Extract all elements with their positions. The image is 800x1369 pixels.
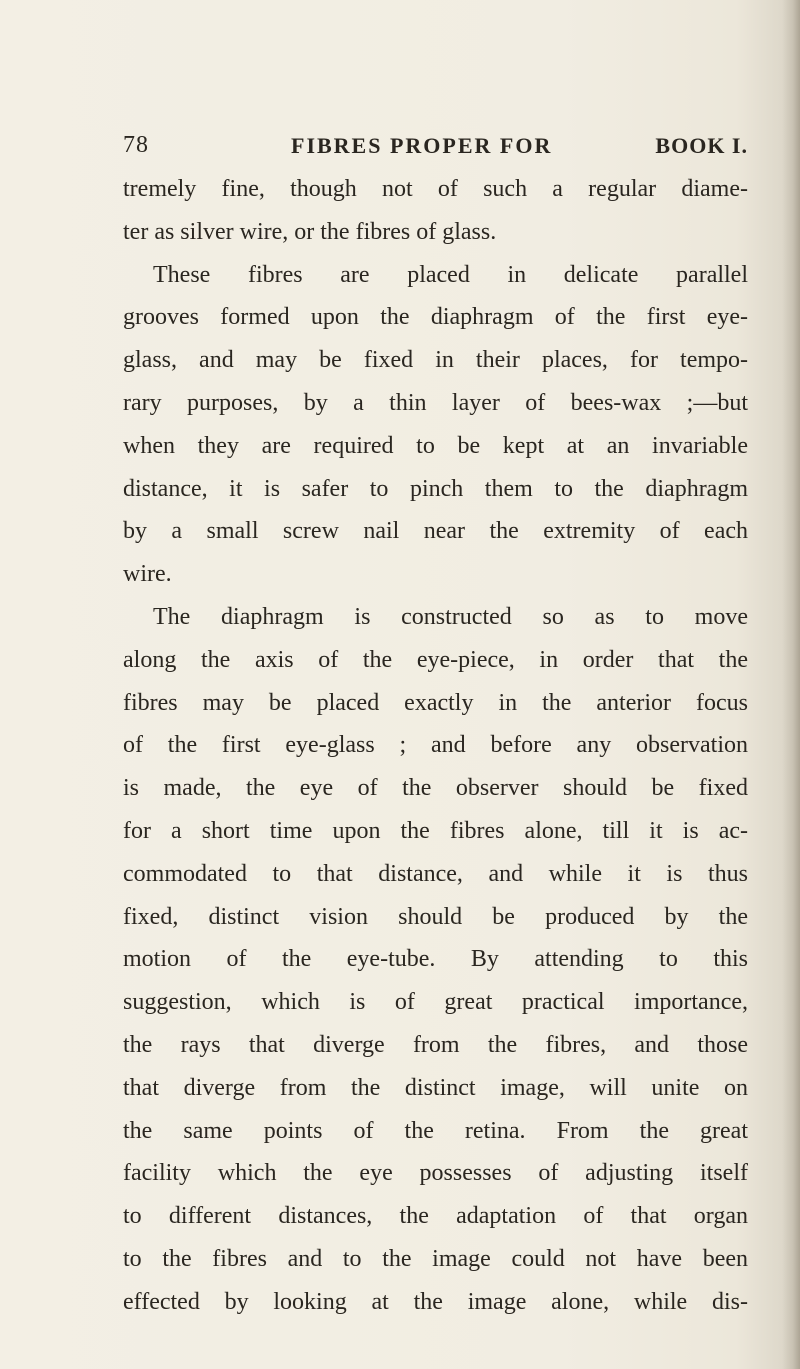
- body-text: [123, 168, 748, 1324]
- text-line: commodated to that distance, and while it is thus: [123, 860, 748, 887]
- text-line: motion of the eye-tube. By attending to this: [123, 946, 748, 973]
- text-line: distance, it is safer to pinch them to the diaphragm: [123, 475, 748, 502]
- text-line: glass, and may be fixed in their places, for tempo-: [123, 347, 748, 374]
- text-line: facility which the eye possesses of adjusting itself: [123, 1160, 748, 1187]
- text-line: tremely fine, though not of such a regular diame-: [123, 176, 748, 202]
- text-line: for a short time upon the fibres alone, till it is ac-: [123, 817, 748, 844]
- text-line: the rays that diverge from the fibres, and those: [123, 1031, 748, 1058]
- text-line: The diaphragm is constructed so as to move: [153, 603, 748, 630]
- text-line: when they are required to be kept at an invariable: [123, 432, 748, 459]
- text-line: ter as silver wire, or the fibres of glass.: [123, 218, 497, 245]
- text-line: that diverge from the distinct image, will unite on: [123, 1074, 748, 1101]
- text-line: wire.: [123, 561, 172, 588]
- running-head: [123, 132, 748, 162]
- text-line: the same points of the retina. From the great: [123, 1117, 748, 1144]
- text-line: of the first eye-glass ; and before any observation: [123, 732, 748, 759]
- text-line: to different distances, the adaptation of that organ: [123, 1203, 748, 1230]
- text-line: These fibres are placed in delicate parallel: [153, 261, 748, 288]
- text-line: to the fibres and to the image could not have been: [123, 1245, 748, 1272]
- text-line: suggestion, which is of great practical importance,: [123, 989, 748, 1016]
- text-line: rary purposes, by a thin layer of bees-wax ;—but: [123, 389, 748, 416]
- text-line: along the axis of the eye-piece, in order that the: [123, 646, 748, 673]
- page-number: 78: [123, 132, 149, 158]
- running-title: FIBRES PROPER FOR: [291, 133, 553, 158]
- text-line: fixed, distinct vision should be produced by the: [123, 903, 748, 930]
- text-line: by a small screw nail near the extremity of each: [123, 518, 748, 545]
- text-line: grooves formed upon the diaphragm of the first eye-: [123, 304, 748, 331]
- book-marker: BOOK I.: [655, 133, 748, 158]
- page-edge-shadow: [782, 0, 800, 1369]
- text-line: is made, the eye of the observer should be fixed: [123, 775, 748, 802]
- text-line: effected by looking at the image alone, while dis-: [123, 1288, 748, 1315]
- text-line: fibres may be placed exactly in the anterior focus: [123, 689, 748, 716]
